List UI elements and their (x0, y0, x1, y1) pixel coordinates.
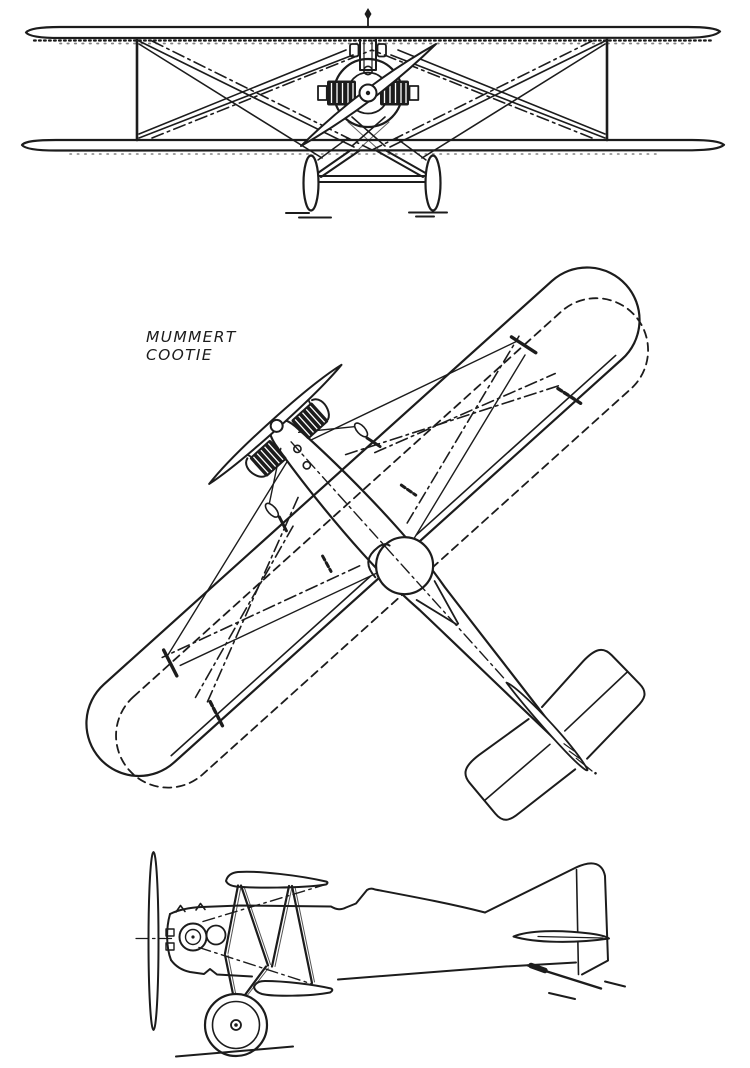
side-view (136, 852, 625, 1057)
aircraft-name-line1: MUMMERT (146, 328, 237, 346)
aircraft-name-line2: COOTIE (146, 346, 213, 364)
front-wheel-right (426, 156, 441, 211)
side-fin-rudder (485, 863, 608, 974)
front-top-wing (26, 27, 720, 44)
side-lower-wing-section (254, 981, 332, 996)
side-inspection-panel (207, 926, 226, 945)
plan-fin (505, 678, 598, 780)
kingpost-finial (365, 8, 372, 20)
front-landing-gear (286, 117, 447, 218)
side-landing-gear (176, 955, 293, 1057)
side-engine (166, 924, 207, 951)
side-tailskid (528, 966, 625, 1000)
side-struts (225, 886, 315, 984)
rudder-hinge-line (577, 870, 579, 975)
aircraft-name-label (146, 328, 237, 364)
front-wheel-left (304, 156, 319, 211)
plan-centerline (291, 442, 506, 681)
front-bottom-wing (22, 140, 724, 154)
front-view (22, 8, 724, 218)
side-tail (485, 863, 625, 999)
front-ground-line (286, 213, 447, 218)
